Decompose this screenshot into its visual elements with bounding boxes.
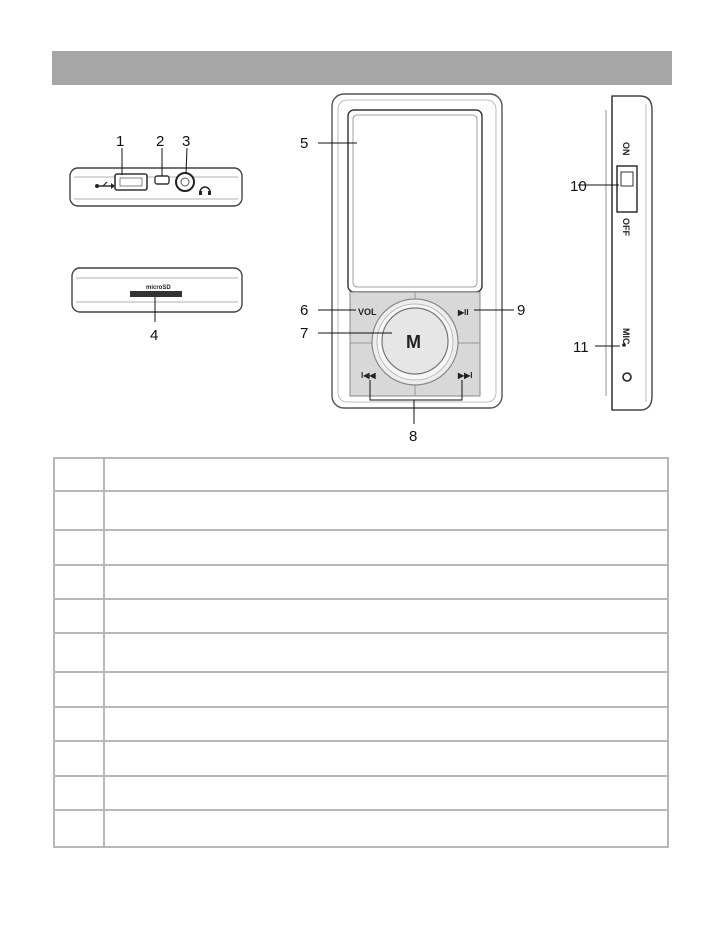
table-cell-description — [104, 633, 668, 672]
vol-button-label: VOL — [358, 307, 377, 317]
table-cell-description — [104, 672, 668, 707]
table-row — [54, 491, 668, 530]
callout-7: 7 — [300, 325, 309, 342]
callout-2: 2 — [156, 133, 165, 150]
table-cell-number — [54, 741, 104, 776]
table-row — [54, 707, 668, 741]
table-row — [54, 458, 668, 491]
device-bottom-view — [72, 268, 242, 344]
play-pause-button-label: ▶II — [458, 308, 469, 317]
table-cell-description — [104, 741, 668, 776]
table-cell-description — [104, 776, 668, 810]
card-slot — [130, 291, 182, 297]
device-diagram — [0, 0, 723, 450]
table-cell-description — [104, 530, 668, 565]
callout-9: 9 — [517, 302, 526, 319]
callout-5: 5 — [300, 135, 309, 152]
callout-6: 6 — [300, 302, 309, 319]
table-cell-number — [54, 672, 104, 707]
next-button-label: ▶▶I — [458, 371, 473, 380]
table-cell-description — [104, 599, 668, 633]
table-cell-description — [104, 707, 668, 741]
card-slot-label: microSD — [146, 285, 171, 291]
table-row — [54, 633, 668, 672]
side-port — [623, 373, 631, 381]
prev-button-label: I◀◀ — [361, 371, 376, 380]
table-row — [54, 599, 668, 633]
table-row — [54, 741, 668, 776]
table-row — [54, 672, 668, 707]
table-cell-description — [104, 810, 668, 847]
table-cell-number — [54, 458, 104, 491]
callout-4: 4 — [150, 327, 159, 344]
table-cell-description — [104, 565, 668, 599]
table-cell-description — [104, 458, 668, 491]
table-cell-number — [54, 633, 104, 672]
reset-hole-icon — [155, 176, 169, 184]
table-cell-number — [54, 776, 104, 810]
parts-table — [53, 457, 669, 848]
callout-3: 3 — [182, 133, 191, 150]
table-cell-number — [54, 530, 104, 565]
table-row — [54, 565, 668, 599]
table-cell-number — [54, 707, 104, 741]
mic-label: MIC — [621, 328, 631, 345]
callout-11: 11 — [573, 339, 589, 356]
table-cell-number — [54, 565, 104, 599]
callout-8: 8 — [409, 428, 418, 445]
device-front-view — [300, 94, 525, 445]
device-top-view — [70, 133, 242, 206]
table-cell-number — [54, 599, 104, 633]
switch-on-label: ON — [621, 142, 631, 156]
switch-off-label: OFF — [621, 218, 631, 236]
menu-button-label: M — [406, 332, 421, 352]
table-row — [54, 776, 668, 810]
device-side-view — [570, 96, 652, 410]
table-cell-number — [54, 491, 104, 530]
callout-1: 1 — [116, 133, 125, 150]
table-row — [54, 810, 668, 847]
screen — [348, 110, 482, 292]
table-cell-number — [54, 810, 104, 847]
table-cell-description — [104, 491, 668, 530]
table-row — [54, 530, 668, 565]
callout-10: 10 — [570, 178, 587, 195]
